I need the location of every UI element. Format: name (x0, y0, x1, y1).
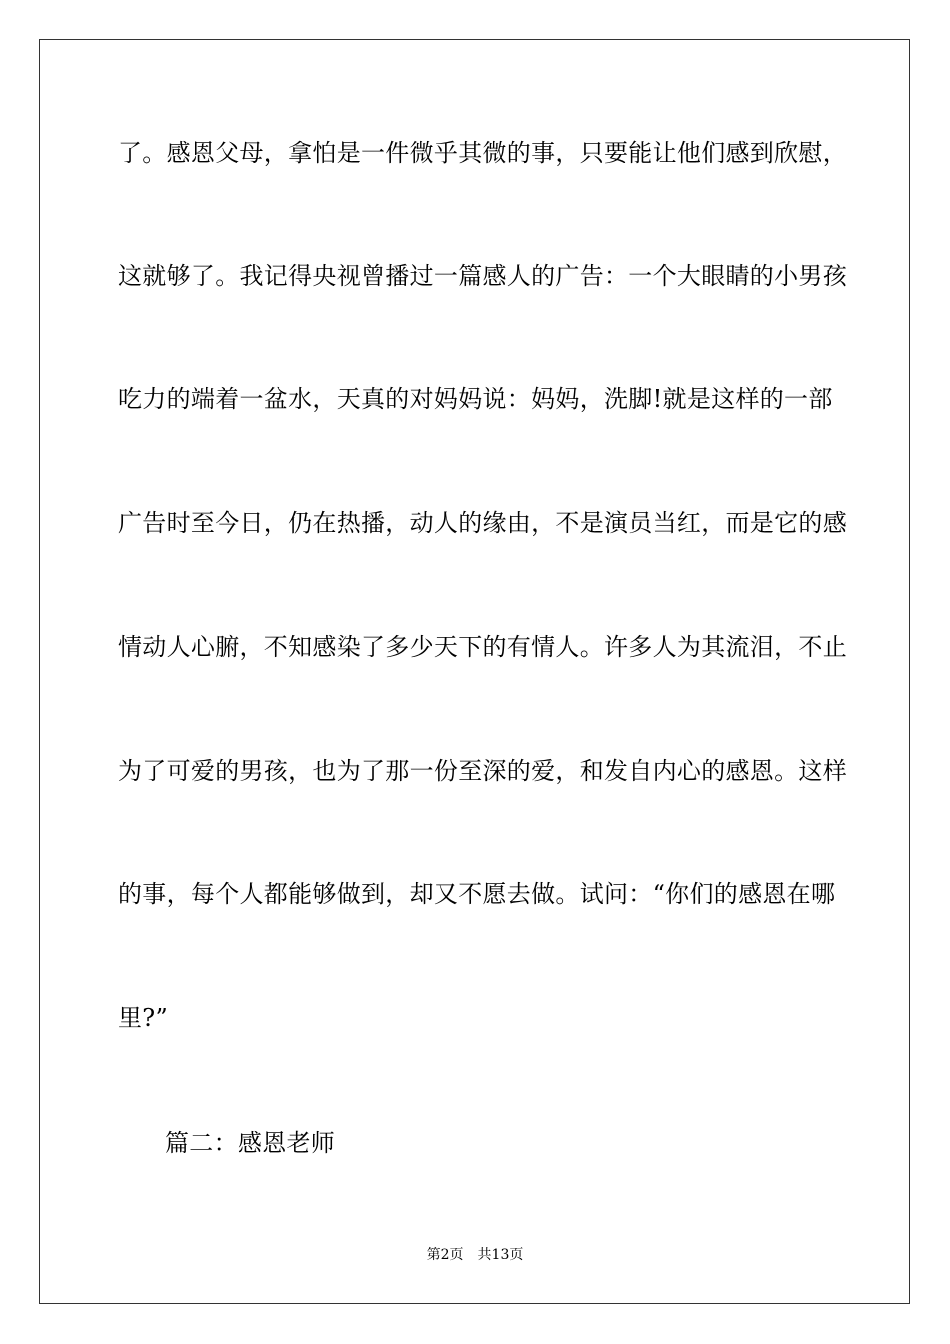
page-number: 第2页 (426, 1247, 464, 1263)
paragraph-line: 吃力的端着一盆水，天真的对妈妈说：妈妈，洗脚!就是这样的一部 (118, 385, 833, 413)
page-border (39, 39, 910, 1304)
paragraph-line: 这就够了。我记得央视曾播过一篇感人的广告：一个大眼睛的小男孩 (118, 262, 847, 290)
paragraph-line: 情动人心腑，不知感染了多少天下的有情人。许多人为其流泪，不止 (118, 633, 847, 661)
paragraph-line: 了。感恩父母，拿怕是一件微乎其微的事，只要能让他们感到欣慰， (118, 139, 847, 167)
paragraph-line: 的事，每个人都能够做到，却又不愿去做。试问：“你们的感恩在哪 (118, 880, 836, 908)
paragraph-line: 广告时至今日，仍在热播，动人的缘由，不是演员当红，而是它的感 (118, 509, 847, 537)
section-heading: 篇二：感恩老师 (165, 1129, 336, 1157)
page-footer (0, 1245, 950, 1265)
page-total: 共13页 (477, 1247, 524, 1263)
paragraph-line: 为了可爱的男孩，也为了那一份至深的爱，和发自内心的感恩。这样 (118, 757, 847, 785)
paragraph-line: 里?” (118, 1004, 169, 1032)
